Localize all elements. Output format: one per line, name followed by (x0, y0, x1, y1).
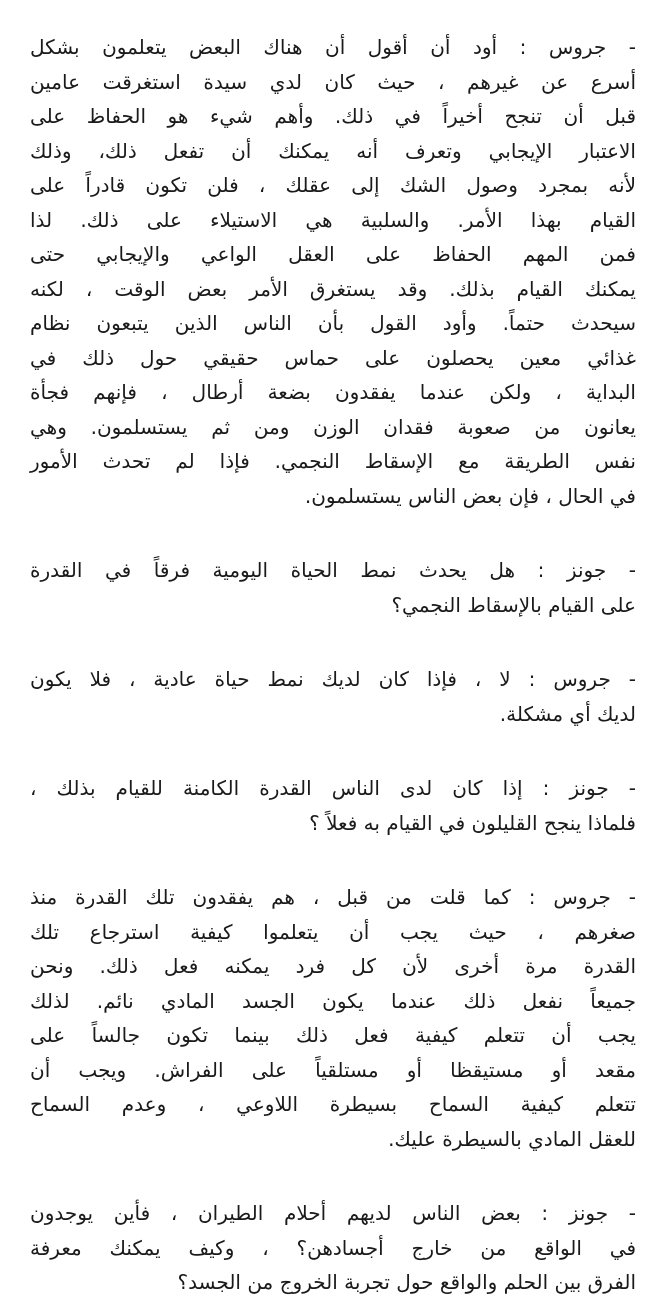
paragraph-jones-2 (30, 771, 636, 840)
text-line: يعانون من صعوبة فقدان الوزن ومن ثم يستسلمون. وهي (30, 414, 636, 439)
text-line: غذائي معين يحصلون على حماس حقيقي حول ذلك في (30, 345, 636, 370)
text-line: قبل أن تنجح أخيراً في ذلك. وأهم شيء هو الحفاظ على (30, 104, 636, 128)
text-line: في الواقع من خارج أجسادهن؟ ، وكيف يمكنك معرفة (30, 1235, 636, 1260)
text-line: لديك أي مشكلة. (499, 701, 636, 726)
text-line: - جروس : كما قلت من قبل ، هم يفقدون تلك القدرة منذ (30, 885, 636, 909)
text-line: للعقل المادي بالسيطرة عليك. (388, 1126, 636, 1151)
text-line: نفس الطريقة مع الإسقاط النجمي. فإذا لم تحدث الأمور (30, 449, 636, 473)
text-line: يجب أن تتعلم كيفية فعل ذلك بينما تكون جالساً على (30, 1023, 636, 1047)
text-line: البداية ، ولكن عندما يفقدون بضعة أرطال ، فإنهم فجأة (30, 380, 636, 404)
text-line: الاعتبار الإيجابي وتعرف أنه يمكنك أن تفعل ذلك، وذلك (30, 138, 636, 163)
paragraph-gross-2 (30, 662, 636, 731)
text-line: في الحال ، فإن بعض الناس يستسلمون. (304, 483, 636, 508)
text-line: - جونز : هل يحدث نمط الحياة اليومية فرقاً في القدرة (30, 558, 636, 582)
text-line: سيحدث حتماً. وأود القول بأن الناس الذين يتبعون نظام (30, 311, 636, 335)
text-line: صغرهم ، حيث يجب أن يتعلموا كيفية استرجاع تلك (30, 919, 636, 944)
text-line: لأنه بمجرد وصول الشك إلى عقلك ، فلن تكون قادراً على (30, 173, 636, 197)
paragraph-gross-1 (30, 30, 636, 513)
paragraph-jones-1 (30, 553, 636, 622)
paragraph-gross-3 (30, 880, 636, 1156)
paragraph-jones-3 (30, 1196, 636, 1300)
text-line: الفرق بين الحلم والواقع حول تجربة الخروج من الجسد؟ (177, 1270, 636, 1294)
text-line: القدرة مرة أخرى لأن كل فرد يمكنه فعل ذلك. ونحن (30, 954, 636, 978)
text-line: - جونز : بعض الناس لديهم أحلام الطيران ، فأين يوجدون (30, 1201, 636, 1225)
text-line: فمن المهم الحفاظ على العقل الواعي والإيجابي حتى (30, 242, 636, 266)
text-line: مقعد أو مستيقظا أو مستلقياً على الفراش. ويجب أن (30, 1057, 636, 1082)
text-line: تتعلم كيفية السماح بسيطرة اللاوعي ، وعدم السماح (30, 1092, 636, 1116)
text-line: القيام بهذا الأمر. والسلبية هي الاستيلاء على ذلك. لذا (30, 207, 636, 232)
text-line: يمكنك القيام بذلك. وقد يستغرق الأمر بعض الوقت ، لكنه (30, 276, 636, 301)
text-line: - جونز : إذا كان لدى الناس القدرة الكامنة للقيام بذلك ، (30, 776, 636, 800)
text-line: جميعاً نفعل ذلك عندما يكون الجسد المادي نائم. لذلك (30, 988, 636, 1013)
text-line: أسرع عن غيرهم ، حيث كان لدي سيدة استغرقت عامين (30, 69, 636, 94)
text-line: فلماذا ينجح القليلون في القيام به فعلاً ؟ (309, 810, 636, 835)
text-line: - جروس : لا ، فإذا كان لديك نمط حياة عادية ، فلا يكون (30, 667, 636, 691)
text-line: على القيام بالإسقاط النجمي؟ (391, 592, 636, 617)
text-line: - جروس : أود أن أقول أن هناك البعض يتعلمون بشكل (30, 35, 636, 59)
